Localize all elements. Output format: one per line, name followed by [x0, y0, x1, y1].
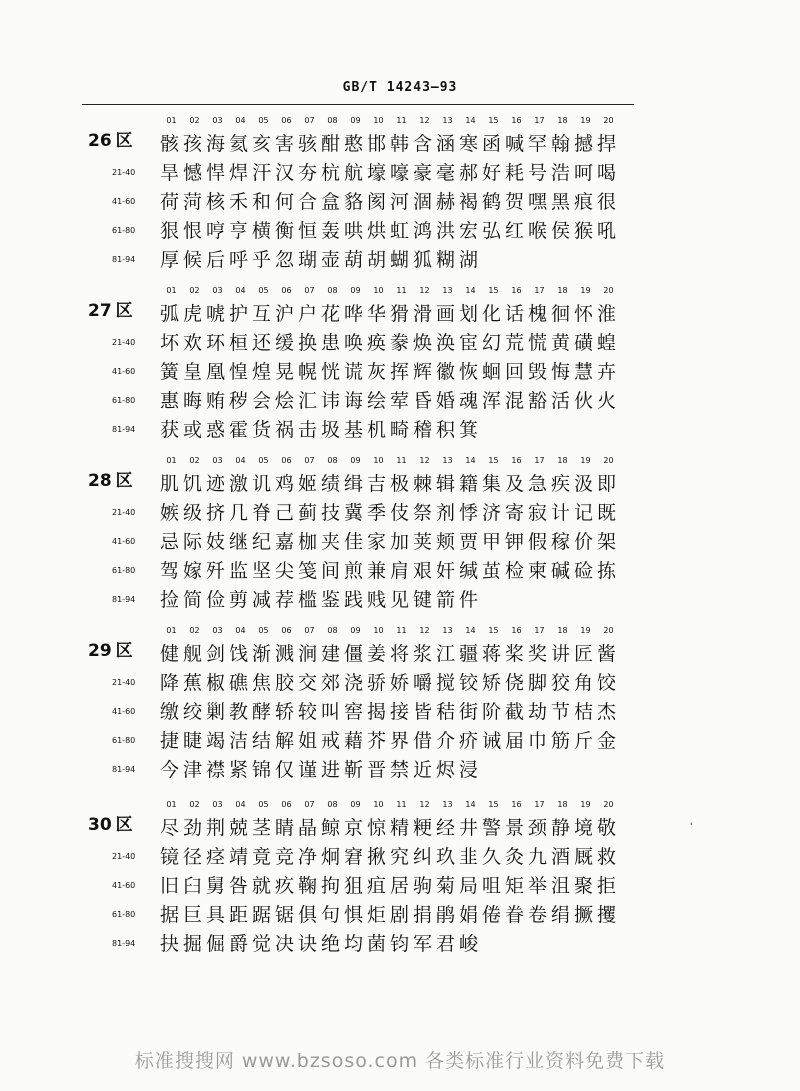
column-number: 19: [580, 800, 591, 809]
char-row: [0, 557, 800, 585]
column-number: 14: [465, 626, 476, 635]
column-number: 01: [166, 800, 177, 809]
char-row: [0, 843, 800, 871]
char-row: [0, 901, 800, 929]
column-number: 17: [534, 626, 545, 635]
column-number: 09: [350, 116, 361, 125]
column-number: 08: [327, 626, 338, 635]
row-range-label: 81-94: [112, 255, 136, 264]
column-number: 15: [488, 626, 499, 635]
char-row: [0, 698, 800, 726]
column-number: 14: [465, 116, 476, 125]
column-number: 16: [511, 456, 522, 465]
page-header: GB/T 14243—93: [342, 80, 458, 95]
column-number: 08: [327, 456, 338, 465]
row-characters: 惠晦贿秽会烩汇讳诲绘荤昏婚魂浑混豁活伙火: [160, 390, 621, 412]
row-range-label: 41-60: [112, 537, 136, 546]
column-number: 08: [327, 800, 338, 809]
char-row: [0, 159, 800, 187]
column-number: 16: [511, 800, 522, 809]
char-row: [0, 814, 800, 842]
column-number: 20: [603, 286, 614, 295]
column-number: 05: [258, 626, 269, 635]
row-range-label: 21-40: [112, 508, 136, 517]
column-number: 01: [166, 286, 177, 295]
column-number: 07: [304, 116, 315, 125]
column-number: 15: [488, 800, 499, 809]
column-number: 20: [603, 456, 614, 465]
column-number: 18: [557, 286, 568, 295]
column-number: 11: [396, 800, 407, 809]
column-number: 03: [212, 116, 223, 125]
column-number: 11: [396, 456, 407, 465]
column-number: 17: [534, 456, 545, 465]
char-row: [0, 470, 800, 498]
page-mark: ': [690, 822, 693, 832]
column-number: 14: [465, 456, 476, 465]
zone-number: 28: [88, 471, 112, 491]
column-header: [160, 286, 620, 298]
char-row: [0, 930, 800, 958]
column-number: 06: [281, 456, 292, 465]
column-number: 14: [465, 286, 476, 295]
column-number: 05: [258, 800, 269, 809]
row-characters: 据巨具距踞锯俱句惧炬剧捐鹃娟倦眷卷绢撅攫: [160, 904, 621, 926]
char-row: [0, 188, 800, 216]
row-characters: 镜径痉靖竟竞净炯窘揪究纠玖韭久灸九酒厩救: [160, 846, 621, 868]
column-number: 12: [419, 800, 430, 809]
row-characters: 尽劲荆兢茎睛晶鲸京惊精粳经井警景颈静境敬: [160, 817, 621, 839]
column-number: 18: [557, 626, 568, 635]
column-number: 12: [419, 626, 430, 635]
row-characters: 驾嫁歼监坚尖笺间煎兼肩艰奸缄茧检柬碱硷拣: [160, 560, 621, 582]
column-number: 17: [534, 286, 545, 295]
row-range-label: 21-40: [112, 852, 136, 861]
row-characters: 厚候后呼乎忽瑚壶葫胡蝴狐糊湖: [160, 249, 483, 271]
column-number: 03: [212, 286, 223, 295]
column-number: 07: [304, 800, 315, 809]
char-row: [0, 416, 800, 444]
row-characters: 嫉级挤几脊己蓟技冀季伎祭剂悸济寄寂计记既: [160, 502, 621, 524]
row-range-label: 61-80: [112, 736, 136, 745]
column-number: 06: [281, 800, 292, 809]
row-characters: 降蕉椒礁焦胶交郊浇骄娇嚼搅铰矫侥脚狡角饺: [160, 672, 621, 694]
char-row: [0, 246, 800, 274]
column-number: 06: [281, 116, 292, 125]
row-range-label: 81-94: [112, 595, 136, 604]
column-number: 03: [212, 800, 223, 809]
column-number: 10: [373, 286, 384, 295]
column-number: 13: [442, 626, 453, 635]
row-characters: 捡简俭剪减荐槛鉴践贱见键箭件: [160, 589, 483, 611]
header-rule: [82, 104, 634, 105]
column-number: 02: [189, 456, 200, 465]
row-characters: 狠恨哼亨横衡恒轰哄烘虹鸿洪宏弘红喉侯猴吼: [160, 220, 621, 242]
column-number: 04: [235, 626, 246, 635]
row-range-label: 61-80: [112, 226, 136, 235]
column-number: 12: [419, 116, 430, 125]
column-number: 07: [304, 286, 315, 295]
column-number: 01: [166, 116, 177, 125]
char-row: [0, 528, 800, 556]
column-number: 05: [258, 456, 269, 465]
row-characters: 今津襟紧锦仅谨进靳晋禁近烬浸: [160, 759, 483, 781]
char-row: [0, 329, 800, 357]
char-row: [0, 499, 800, 527]
row-range-label: 21-40: [112, 678, 136, 687]
column-number: 07: [304, 456, 315, 465]
char-row: [0, 669, 800, 697]
column-number: 09: [350, 456, 361, 465]
row-characters: 骸孩海氦亥害骇酣憨邯韩含涵寒函喊罕翰撼捍: [160, 133, 621, 155]
zone-ku-char: 区: [115, 471, 133, 491]
char-row: [0, 727, 800, 755]
row-characters: 旧臼舅咎就疚鞠拘狙疽居驹菊局咀矩举沮聚拒: [160, 875, 621, 897]
column-number: 09: [350, 626, 361, 635]
column-number: 01: [166, 626, 177, 635]
column-number: 13: [442, 456, 453, 465]
column-number: 19: [580, 286, 591, 295]
column-number: 12: [419, 456, 430, 465]
column-number: 02: [189, 626, 200, 635]
row-range-label: 41-60: [112, 197, 136, 206]
column-number: 07: [304, 626, 315, 635]
column-number: 17: [534, 800, 545, 809]
column-header: [160, 626, 620, 638]
row-characters: 荷菏核禾和何合盒貉阂河涸赫褐鹤贺嘿黑痕很: [160, 191, 621, 213]
row-characters: 抉掘倔爵觉决诀绝均菌钧军君峻: [160, 933, 483, 955]
row-characters: 坏欢环桓还缓换患唤痪豢焕涣宦幻荒慌黄磺蝗: [160, 332, 621, 354]
column-number: 13: [442, 116, 453, 125]
row-range-label: 81-94: [112, 765, 136, 774]
column-number: 14: [465, 800, 476, 809]
column-number: 19: [580, 116, 591, 125]
column-number: 11: [396, 116, 407, 125]
row-range-label: 61-80: [112, 396, 136, 405]
column-number: 18: [557, 456, 568, 465]
column-header: [160, 456, 620, 468]
zone-ku-char: 区: [115, 301, 133, 321]
row-characters: 健舰剑饯渐溅涧建僵姜将浆江疆蒋桨奖讲匠酱: [160, 643, 621, 665]
char-row: [0, 640, 800, 668]
zone-number: 29: [88, 641, 112, 661]
row-range-label: 61-80: [112, 910, 136, 919]
row-characters: 弧虎唬护互沪户花哗华猾滑画划化话槐徊怀淮: [160, 303, 621, 325]
row-characters: 获或惑霍货祸击圾基机畸稽积箕: [160, 419, 483, 441]
char-row: [0, 586, 800, 614]
row-characters: 旱憾悍焊汗汉夯杭航壕嚎豪毫郝好耗号浩呵喝: [160, 162, 621, 184]
row-range-label: 81-94: [112, 425, 136, 434]
column-number: 02: [189, 116, 200, 125]
column-number: 02: [189, 800, 200, 809]
column-number: 10: [373, 626, 384, 635]
column-number: 12: [419, 286, 430, 295]
column-number: 16: [511, 286, 522, 295]
column-number: 13: [442, 286, 453, 295]
column-number: 05: [258, 286, 269, 295]
char-row: [0, 872, 800, 900]
char-row: [0, 217, 800, 245]
column-number: 09: [350, 800, 361, 809]
char-row: [0, 387, 800, 415]
column-number: 04: [235, 116, 246, 125]
column-number: 08: [327, 286, 338, 295]
zone-ku-char: 区: [115, 641, 133, 661]
column-number: 15: [488, 116, 499, 125]
zone-number: 26: [88, 131, 112, 151]
zone-ku-char: 区: [115, 131, 133, 151]
column-number: 04: [235, 800, 246, 809]
column-number: 03: [212, 626, 223, 635]
zone-number: 27: [88, 301, 112, 321]
column-number: 17: [534, 116, 545, 125]
column-number: 08: [327, 116, 338, 125]
column-number: 11: [396, 626, 407, 635]
row-range-label: 41-60: [112, 367, 136, 376]
row-range-label: 61-80: [112, 566, 136, 575]
column-number: 19: [580, 626, 591, 635]
column-number: 19: [580, 456, 591, 465]
column-number: 02: [189, 286, 200, 295]
column-number: 06: [281, 286, 292, 295]
column-number: 11: [396, 286, 407, 295]
row-characters: 缴绞剿教酵轿较叫窖揭接皆秸街阶截劫节桔杰: [160, 701, 621, 723]
column-number: 01: [166, 456, 177, 465]
row-characters: 捷睫竭洁结解姐戒藉芥界借介疥诫届巾筋斤金: [160, 730, 621, 752]
column-number: 16: [511, 116, 522, 125]
row-range-label: 21-40: [112, 168, 136, 177]
char-row: [0, 358, 800, 386]
char-row: [0, 130, 800, 158]
row-characters: 簧皇凰惶煌晃幌恍谎灰挥辉徽恢蛔回毁悔慧卉: [160, 361, 621, 383]
char-row: [0, 300, 800, 328]
column-number: 15: [488, 456, 499, 465]
column-number: 10: [373, 800, 384, 809]
column-number: 15: [488, 286, 499, 295]
column-number: 18: [557, 800, 568, 809]
row-range-label: 21-40: [112, 338, 136, 347]
column-number: 20: [603, 626, 614, 635]
column-number: 20: [603, 800, 614, 809]
row-range-label: 81-94: [112, 939, 136, 948]
column-number: 10: [373, 116, 384, 125]
column-number: 20: [603, 116, 614, 125]
zone-number: 30: [88, 815, 112, 835]
column-number: 05: [258, 116, 269, 125]
row-range-label: 41-60: [112, 707, 136, 716]
column-header: [160, 116, 620, 128]
column-number: 10: [373, 456, 384, 465]
char-row: [0, 756, 800, 784]
column-number: 13: [442, 800, 453, 809]
column-number: 04: [235, 456, 246, 465]
footer-watermark: 标准搜搜网 www.bzsoso.com 各类标准行业资料免费下载: [134, 1050, 666, 1072]
row-range-label: 41-60: [112, 881, 136, 890]
column-number: 09: [350, 286, 361, 295]
column-number: 03: [212, 456, 223, 465]
column-number: 06: [281, 626, 292, 635]
column-header: [160, 800, 620, 812]
zone-ku-char: 区: [115, 815, 133, 835]
column-number: 16: [511, 626, 522, 635]
column-number: 18: [557, 116, 568, 125]
column-number: 04: [235, 286, 246, 295]
row-characters: 肌饥迹激讥鸡姬绩缉吉极棘辑籍集及急疾汲即: [160, 473, 621, 495]
row-characters: 忌际妓继纪嘉枷夹佳家加荚颊贾甲钾假稼价架: [160, 531, 621, 553]
